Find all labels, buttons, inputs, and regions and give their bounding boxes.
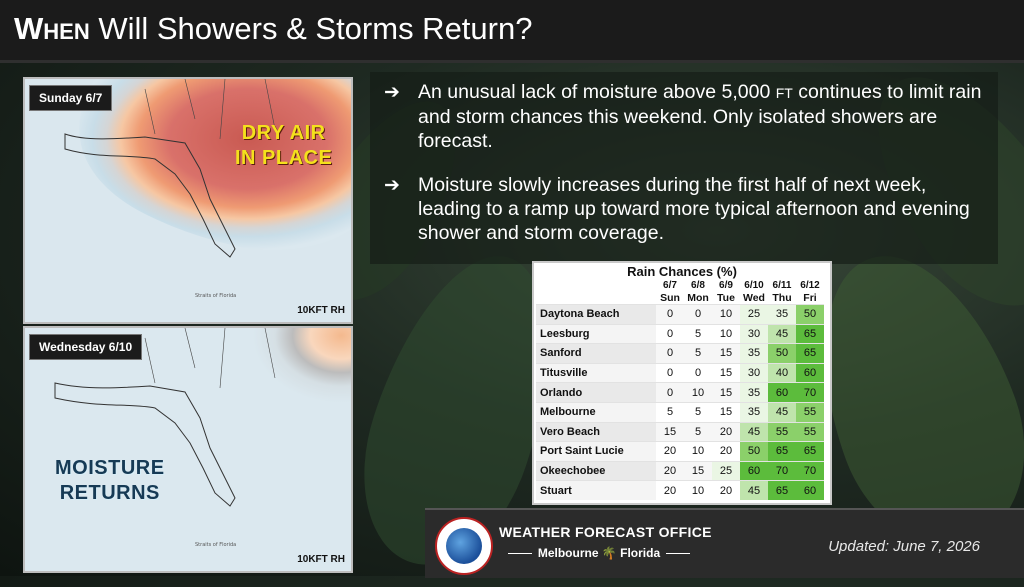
office-location — [499, 546, 699, 560]
rh-map-wednesday — [25, 328, 351, 571]
value-cell: 65 — [796, 324, 824, 344]
value-cell: 65 — [796, 344, 824, 364]
value-cell: 50 — [740, 442, 768, 462]
value-cell: 70 — [796, 461, 824, 481]
value-cell: 0 — [656, 363, 684, 383]
value-cell: 55 — [796, 422, 824, 442]
city-cell: Leesburg — [536, 324, 656, 344]
updated-timestamp: Updated: June 7, 2026 — [828, 538, 980, 555]
city-cell: Vero Beach — [536, 422, 656, 442]
value-cell: 70 — [796, 383, 824, 403]
value-cell: 60 — [796, 363, 824, 383]
value-cell: 60 — [740, 461, 768, 481]
rain-table — [536, 280, 824, 500]
bullet-text-part: An unusual lack of moisture above 5,000 — [418, 81, 776, 103]
page-title — [14, 10, 532, 48]
value-cell: 30 — [740, 363, 768, 383]
callout-line: MOISTURE — [55, 457, 165, 479]
value-cell: 60 — [796, 481, 824, 500]
callout-line: IN PLACE — [235, 147, 333, 169]
header-spacer — [536, 291, 656, 305]
callout-line: DRY AIR — [241, 122, 326, 144]
value-cell: 0 — [684, 363, 712, 383]
value-cell: 55 — [768, 422, 796, 442]
value-cell: 0 — [656, 383, 684, 403]
rain-chances-table — [532, 261, 832, 505]
value-cell: 65 — [796, 442, 824, 462]
value-cell: 25 — [740, 305, 768, 325]
map-caption-text: Straits of Florida — [195, 293, 237, 299]
value-cell: 35 — [768, 305, 796, 325]
city-cell: Stuart — [536, 481, 656, 500]
value-cell: 5 — [684, 402, 712, 422]
value-cell: 5 — [656, 402, 684, 422]
value-cell: 15 — [712, 363, 740, 383]
value-cell: 10 — [712, 324, 740, 344]
value-cell: 50 — [768, 344, 796, 364]
office-city: Melbourne — [537, 546, 599, 560]
table-row — [536, 481, 824, 500]
value-cell: 10 — [684, 383, 712, 403]
value-cell: 20 — [656, 481, 684, 500]
value-cell: 15 — [712, 344, 740, 364]
date-header: 6/9 — [719, 280, 733, 291]
day-header: Thu — [772, 291, 792, 304]
forecast-discussion — [370, 72, 998, 264]
bullet-text: Moisture slowly increases during the first half of next week, leading to a ramp up toward more typical afternoon and evening shower and storm coverage. — [418, 174, 970, 244]
value-cell: 15 — [712, 402, 740, 422]
value-cell: 0 — [684, 305, 712, 325]
title-bar — [0, 0, 1024, 63]
value-cell: 20 — [712, 442, 740, 462]
table-row — [536, 442, 824, 462]
table-row — [536, 383, 824, 403]
value-cell: 35 — [740, 402, 768, 422]
value-cell: 45 — [740, 422, 768, 442]
date-header: 6/10 — [744, 280, 764, 291]
value-cell: 0 — [656, 344, 684, 364]
bullet-text-part: continues to limit rain and storm chances this weekend. Only isolated showers are forecast. — [418, 81, 982, 152]
value-cell: 20 — [656, 442, 684, 462]
value-cell: 45 — [768, 402, 796, 422]
day-header: Wed — [743, 291, 765, 304]
bullet-item — [384, 80, 982, 153]
value-cell: 65 — [768, 442, 796, 462]
value-cell: 15 — [656, 422, 684, 442]
table-row — [536, 422, 824, 442]
table-title: Rain Chances (%) — [627, 264, 737, 279]
day-header: Mon — [687, 291, 709, 304]
value-cell: 45 — [740, 481, 768, 500]
value-cell: 20 — [712, 481, 740, 500]
nws-logo-emblem — [446, 528, 482, 564]
callout-line: RETURNS — [59, 482, 160, 504]
value-cell: 65 — [768, 481, 796, 500]
value-cell: 20 — [712, 422, 740, 442]
value-cell: 30 — [740, 324, 768, 344]
map-panel-wednesday — [23, 326, 353, 573]
header-spacer — [536, 280, 656, 291]
value-cell: 15 — [684, 461, 712, 481]
day-header: Fri — [803, 291, 817, 304]
map-date-badge: Sunday 6/7 — [29, 85, 112, 111]
rh-map-sunday — [25, 79, 351, 322]
value-cell: 10 — [684, 481, 712, 500]
office-name: WEATHER FORECAST OFFICE — [499, 524, 712, 540]
table-row — [536, 324, 824, 344]
dry-air-callout — [235, 121, 332, 171]
value-cell: 25 — [712, 461, 740, 481]
arrow-right-icon: ➔ — [384, 174, 400, 196]
divider — [508, 553, 532, 554]
value-cell: 70 — [768, 461, 796, 481]
city-cell: Melbourne — [536, 402, 656, 422]
title-lead: When — [14, 11, 90, 46]
value-cell: 10 — [712, 305, 740, 325]
day-header: Sun — [660, 291, 680, 304]
day-header-row — [536, 291, 824, 305]
table-row — [536, 344, 824, 364]
map-caption-text: Straits of Florida — [195, 542, 237, 548]
table-row — [536, 305, 824, 325]
date-header: 6/11 — [772, 280, 792, 291]
date-header: 6/7 — [663, 280, 677, 291]
city-cell: Daytona Beach — [536, 305, 656, 325]
value-cell: 20 — [656, 461, 684, 481]
office-state: Florida — [620, 546, 661, 560]
moisture-returns-callout — [55, 456, 165, 506]
value-cell: 40 — [768, 363, 796, 383]
map-date-badge: Wednesday 6/10 — [29, 334, 142, 360]
city-cell: Port Saint Lucie — [536, 442, 656, 462]
day-header: Tue — [717, 291, 735, 304]
date-header-row — [536, 280, 824, 291]
city-cell: Okeechobee — [536, 461, 656, 481]
value-cell: 45 — [768, 324, 796, 344]
city-cell: Titusville — [536, 363, 656, 383]
value-cell: 35 — [740, 344, 768, 364]
footer — [425, 508, 1024, 578]
date-header: 6/8 — [691, 280, 705, 291]
value-cell: 55 — [796, 402, 824, 422]
value-cell: 5 — [684, 422, 712, 442]
palm-tree-icon: 🌴 — [601, 546, 617, 560]
value-cell: 15 — [712, 383, 740, 403]
value-cell: 0 — [656, 305, 684, 325]
value-cell: 60 — [768, 383, 796, 403]
map-layer-label: 10KFT RH — [297, 554, 345, 565]
table-row — [536, 363, 824, 383]
map-layer-label: 10KFT RH — [297, 305, 345, 316]
table-row — [536, 402, 824, 422]
unit-text: FT — [775, 85, 793, 101]
table-row — [536, 461, 824, 481]
value-cell: 5 — [684, 344, 712, 364]
value-cell: 5 — [684, 324, 712, 344]
value-cell: 0 — [656, 324, 684, 344]
date-header: 6/12 — [800, 280, 820, 291]
bullet-text — [418, 80, 982, 153]
value-cell: 35 — [740, 383, 768, 403]
city-cell: Orlando — [536, 383, 656, 403]
value-cell: 10 — [684, 442, 712, 462]
map-panel-sunday — [23, 77, 353, 324]
bullet-item — [384, 173, 982, 245]
value-cell: 50 — [796, 305, 824, 325]
divider — [666, 553, 690, 554]
city-cell: Sanford — [536, 344, 656, 364]
nws-logo — [435, 517, 493, 575]
title-rest: Will Showers & Storms Return? — [98, 11, 533, 46]
arrow-right-icon: ➔ — [384, 81, 400, 103]
